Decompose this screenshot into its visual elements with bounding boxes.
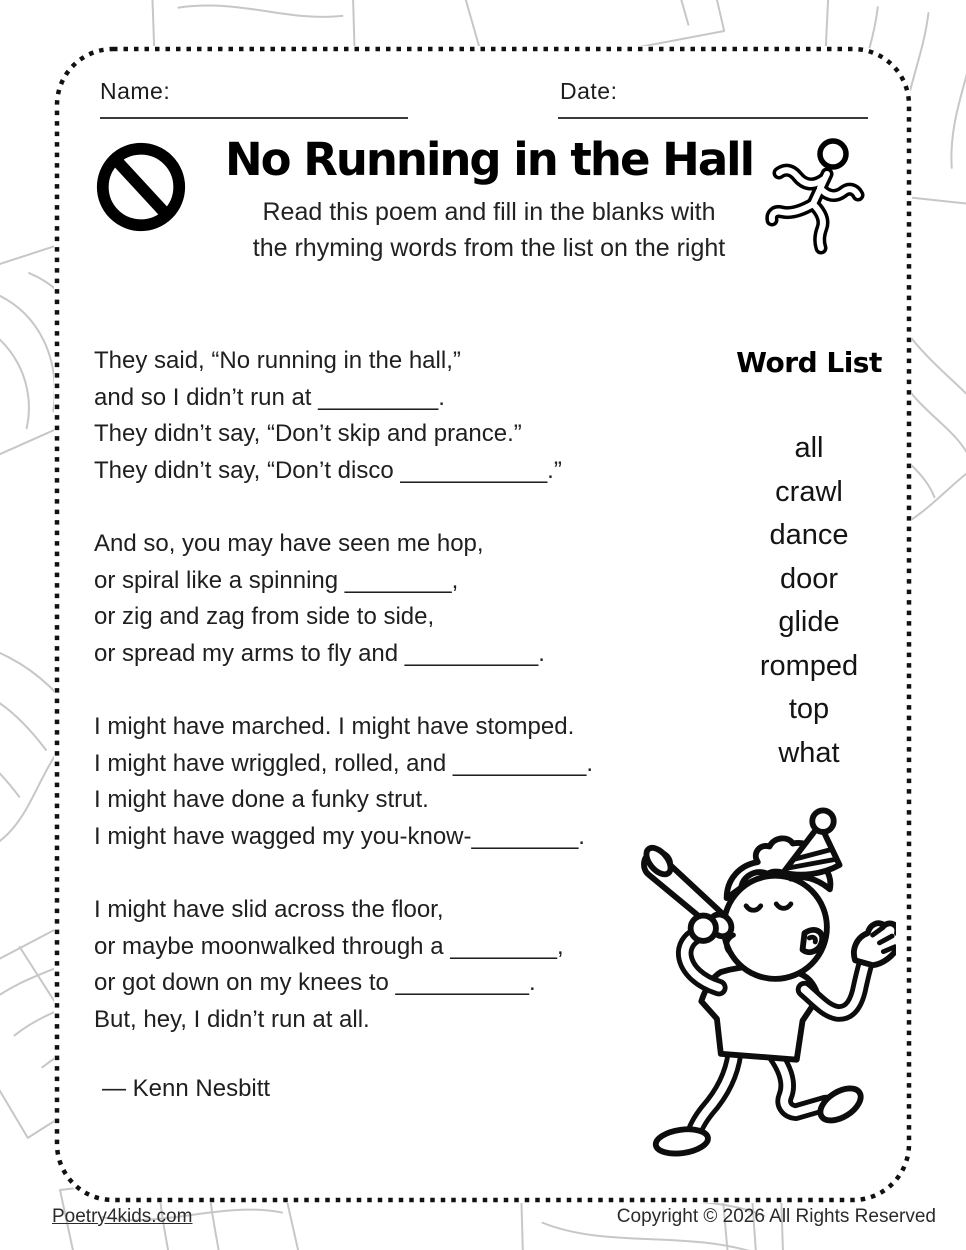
- poem-line: or got down on my knees to __________.: [94, 969, 536, 996]
- word-list: [694, 346, 924, 775]
- poem-line: I might have done a funky strut.: [94, 786, 429, 813]
- page-title: No Running in the Hall: [224, 133, 754, 186]
- word-list-words: [694, 427, 924, 775]
- word-list-item: what: [778, 736, 840, 769]
- poem-line: And so, you may have seen me hop,: [94, 530, 484, 557]
- date-label: Date:: [560, 78, 618, 104]
- instructions-line-1: Read this poem and fill in the blanks with: [262, 197, 716, 226]
- worksheet-page: [54, 46, 912, 1203]
- name-write-line[interactable]: [100, 117, 408, 119]
- poem-line: I might have marched. I might have stomped.: [94, 713, 575, 740]
- word-list-item: glide: [778, 606, 840, 638]
- poem-line: I might have slid across the floor,: [94, 896, 444, 923]
- word-list-item: romped: [759, 649, 859, 682]
- poetry4kids-link[interactable]: Poetry4kids.com: [52, 1206, 193, 1227]
- poem-line: But, hey, I didn’t run at all.: [94, 1005, 370, 1033]
- copyright-text: Copyright © 2026 All Rights Reserved: [616, 1206, 936, 1227]
- author-signature: — Kenn Nesbitt: [102, 1075, 271, 1102]
- word-list-item: dance: [769, 519, 849, 551]
- poem-line: They didn’t say, “Don’t skip and prance.”: [94, 420, 522, 447]
- poem-line: or maybe moonwalked through a ________,: [94, 932, 564, 960]
- word-list-item: crawl: [775, 475, 843, 508]
- poem-line: I might have wriggled, rolled, and __________.: [94, 749, 594, 777]
- title-block: [194, 134, 784, 266]
- poem-line: They said, “No running in the hall,”: [94, 347, 461, 374]
- poem-stanza-2: [94, 526, 694, 672]
- poem-line: I might have wagged my you-know-________.: [94, 822, 585, 850]
- instructions-line-2: the rhyming words from the list on the right: [252, 233, 726, 262]
- poem-line: They didn’t say, “Don’t disco ___________.”: [94, 456, 562, 484]
- name-label: Name:: [100, 78, 171, 104]
- running-person-icon: [760, 134, 872, 256]
- party-boy-illustration: [604, 774, 896, 1174]
- poem-line: or spread my arms to fly and __________.: [94, 639, 545, 667]
- word-list-title: Word List: [736, 346, 882, 379]
- date-write-line[interactable]: [558, 117, 868, 119]
- poem-line: or zig and zag from side to side,: [94, 603, 435, 630]
- no-entry-icon: [92, 138, 190, 236]
- poem-stanza-1: [94, 343, 694, 489]
- word-list-item: door: [779, 562, 839, 595]
- word-list-item: top: [788, 693, 830, 725]
- instructions: [194, 194, 784, 266]
- word-list-item: all: [794, 432, 824, 464]
- poem-line: or spiral like a spinning ________,: [94, 566, 459, 594]
- poem-line: and so I didn’t run at _________.: [94, 383, 445, 411]
